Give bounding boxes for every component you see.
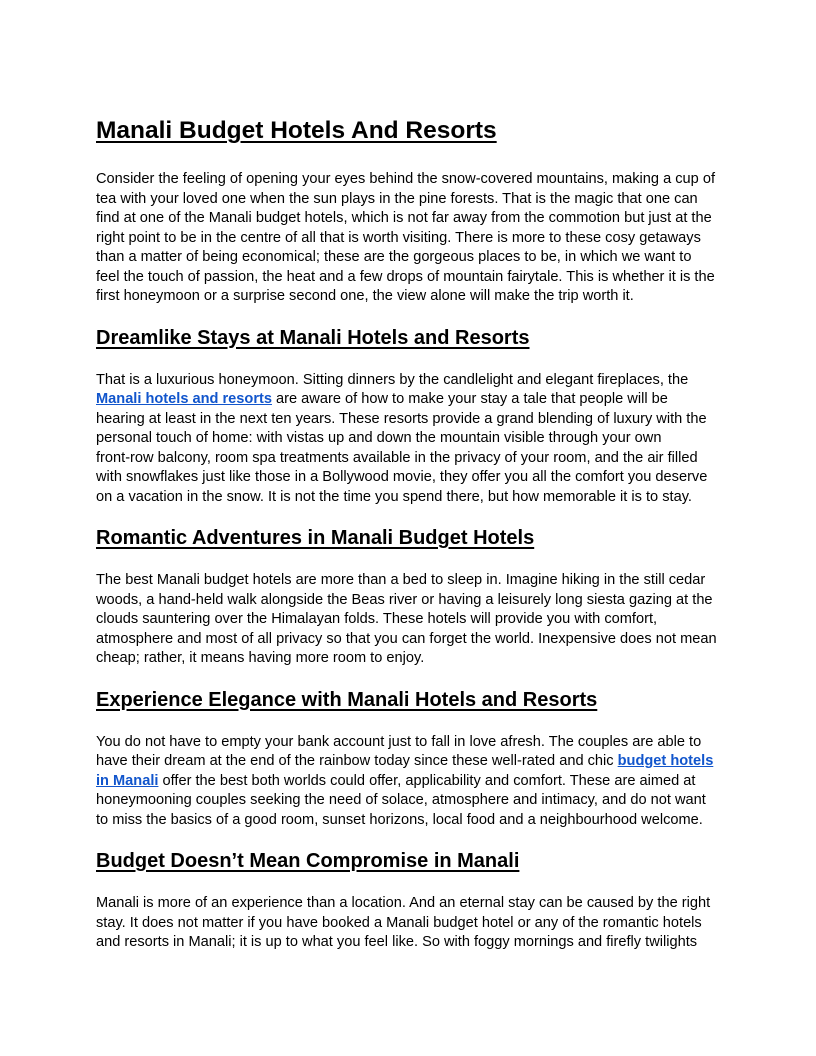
text-line: than a matter of being economical; these are the gorgeous places to be, in which we want to xyxy=(96,249,692,265)
section-paragraph-budget-compromise xyxy=(96,894,722,953)
text-line: first honeymoon or a surprise second one, the view alone will make the trip worth it. xyxy=(96,288,634,304)
text-line: on a vacation in the snow. It is not the time you spend there, but how memorable it is to stay. xyxy=(96,488,692,505)
section-paragraph-dreamlike-stays xyxy=(96,371,722,508)
text-line: tea with your loved one when the sun plays in the pine forests. That is the magic that one can xyxy=(96,190,698,207)
text-line: woods, a hand-held walk alongside the Beas river or having a leisurely long siesta gazing at the xyxy=(96,591,713,608)
text-fragment: are aware of how to make your stay a tale that people will be xyxy=(271,391,668,407)
text-line: That is a luxurious honeymoon. Sitting dinners by the candlelight and elegant fireplaces, the xyxy=(96,371,689,388)
text-line: feel the touch of passion, the heat and a few drops of mountain fairytale. This is whether it is the xyxy=(96,268,715,285)
document-page xyxy=(96,112,722,953)
text-line: to miss the basics of a good room, sunset horizons, local food and a neighbourhood welcome. xyxy=(96,811,703,828)
budget-hotels-in-manali-link[interactable]: budget hotels xyxy=(617,753,714,769)
intro-paragraph xyxy=(96,170,722,307)
text-line: find at one of the Manali budget hotels, which is not far away from the commotion but just at the xyxy=(96,210,712,226)
manali-hotels-resorts-link[interactable]: Manali hotels and resorts xyxy=(96,391,272,407)
text-line xyxy=(96,390,722,410)
text-line: The best Manali budget hotels are more than a bed to sleep in. Imagine hiking in the still cedar xyxy=(96,572,706,588)
section-heading-experience-elegance: Experience Elegance with Manali Hotels and Resorts xyxy=(96,688,598,711)
text-line: personal touch of home: with vistas up and down the mountain visible through your own xyxy=(96,430,662,446)
section-heading-budget-compromise: Budget Doesn’t Mean Compromise in Manali xyxy=(96,850,520,872)
section-paragraph-romantic-adventures xyxy=(96,571,722,669)
section-heading-dreamlike-stays: Dreamlike Stays at Manali Hotels and Resorts xyxy=(96,326,530,349)
text-line: Consider the feeling of opening your eyes behind the snow-covered mountains, making a cup of xyxy=(96,171,715,187)
text-line: hearing at least in the next ten years. These resorts provide a grand blending of luxury with the xyxy=(96,410,707,427)
text-fragment: have their dream at the end of the rainbow today since these well-rated and chic xyxy=(96,753,618,769)
page-title: Manali Budget Hotels And Resorts xyxy=(96,117,497,144)
text-line: with snowflakes just like those in a Bollywood movie, they offer you all the comfort you deserve xyxy=(96,469,708,485)
text-line xyxy=(96,772,722,792)
budget-hotels-in-manali-link-continued[interactable]: in Manali xyxy=(96,772,159,789)
text-line: stay. It does not matter if you have booked a Manali budget hotel or any of the romantic hotels xyxy=(96,914,702,931)
section-heading-romantic-adventures: Romantic Adventures in Manali Budget Hotels xyxy=(96,527,535,549)
text-line: and resorts in Manali; it is up to what you feel like. So with foggy mornings and firefly twilights xyxy=(96,934,698,950)
text-line: Manali is more of an experience than a location. And an eternal stay can be caused by the right xyxy=(96,895,711,911)
text-fragment: offer the best both worlds could offer, applicability and comfort. These are aimed at xyxy=(158,772,696,789)
text-line: front-row balcony, room spa treatments available in the privacy of your room, and the air filled xyxy=(96,449,698,466)
text-line: honeymooning couples seeking the need of solace, atmosphere and intimacy, and do not want xyxy=(96,792,706,808)
text-line: cheap; rather, it means having more room to enjoy. xyxy=(96,650,425,666)
text-line: right point to be in the centre of all that is worth visiting. There is more to these cosy getaways xyxy=(96,229,701,246)
text-line: atmosphere and most of all privacy so that you can forget the world. Inexpensive does not mean xyxy=(96,630,717,647)
text-line xyxy=(96,752,722,772)
section-paragraph-experience-elegance xyxy=(96,733,722,831)
text-line: clouds sauntering over the Himalayan folds. These hotels will provide you with comfort, xyxy=(96,611,658,627)
text-line: You do not have to empty your bank account just to fall in love afresh. The couples are able to xyxy=(96,733,702,750)
